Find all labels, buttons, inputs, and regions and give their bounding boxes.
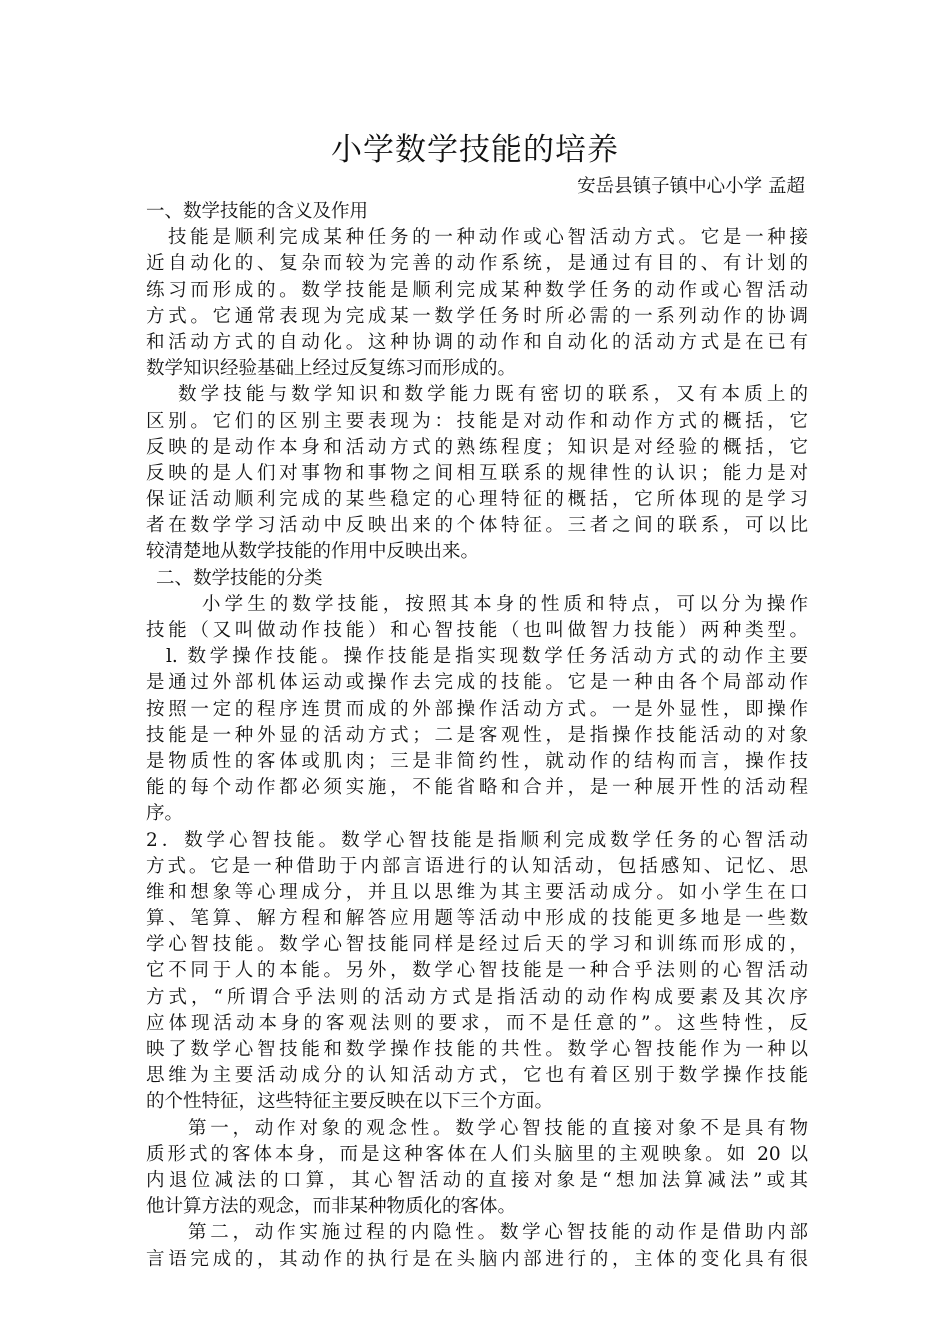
- text-line: 言语完成的，其动作的执行是在头脑内部进行的，主体的变化具有很: [146, 1248, 808, 1270]
- text-line: 映了数学心智技能和数学操作技能的共性。数学心智技能作为一种以: [146, 1039, 808, 1060]
- document-body: [146, 199, 808, 1273]
- text-line: 应体现活动本身的客观法则的要求，而不是任意的”。这些特性，反: [146, 1012, 808, 1034]
- text-line: 小学生的数学技能，按照其本身的性质和特点，可以分为操作: [202, 593, 808, 615]
- text-line: 的个性特征，这些特征主要反映在以下三个方面。: [146, 1091, 554, 1113]
- text-line: 序。: [146, 803, 184, 825]
- text-line: 练习而形成的。数学技能是顺利完成某种数学任务的动作或心智活动: [146, 279, 808, 301]
- text-line: 数学技能与数学知识和数学能力既有密切的联系，又有本质上的: [178, 384, 808, 406]
- text-line: 技能是一种外显的活动方式；二是客观性，是指操作技能活动的对象: [146, 724, 808, 746]
- text-line: 2．数学心智技能。数学心智技能是指顺利完成数学任务的心智活动: [146, 829, 808, 851]
- text-line: 者在数学学习活动中反映出来的个体特征。三者之间的联系，可以比: [146, 515, 808, 537]
- document-title: 小学数学技能的培养: [331, 132, 619, 168]
- text-line: 学心智技能。数学心智技能同样是经过后天的学习和训练而形成的，: [146, 934, 808, 956]
- text-line: 维和想象等心理成分，并且以思维为其主要活动成分。如小学生在口: [146, 881, 808, 903]
- text-line: 思维为主要活动成分的认知活动方式，它也有着区别于数学操作技能: [146, 1065, 808, 1087]
- text-line: 保证活动顺利完成的某些稳定的心理特征的概括，它所体现的是学习: [146, 489, 808, 511]
- text-line: 较清楚地从数学技能的作用中反映出来。: [146, 541, 480, 563]
- text-line: 方式，“所谓合乎法则的活动方式是指活动的动作构成要素及其次序: [146, 986, 808, 1008]
- text-line: 区别。它们的区别主要表现为：技能是对动作和动作方式的概括，它: [146, 410, 808, 432]
- text-line: 它不同于人的本能。另外，数学心智技能是一种合乎法则的心智活动: [146, 960, 808, 982]
- text-line: 内退位减法的口算，其心智活动的直接对象是“想加法算减法”或其: [146, 1169, 808, 1191]
- text-line: 他计算方法的观念，而非某种物质化的客体。: [146, 1196, 517, 1218]
- document-author: 安岳县镇子镇中心小学 孟超: [577, 176, 805, 197]
- text-line: 方式。它通常表现为完成某一数学任务时所必需的一系列动作的协调: [146, 305, 808, 327]
- text-line: 方式。它是一种借助于内部言语进行的认知活动，包括感知、记忆、思: [146, 855, 808, 877]
- text-line: 反映的是人们对事物和事物之间相互联系的规律性的认识；能力是对: [146, 462, 808, 484]
- text-line: 能的每个动作都必须实施，不能省略和合并，是一种展开性的活动程: [146, 777, 808, 799]
- text-line: 一、数学技能的含义及作用: [146, 201, 369, 222]
- text-line: 是通过外部机体运动或操作去完成的技能。它是一种由各个局部动作: [146, 672, 808, 694]
- text-line: 和活动方式的自动化。这种协调的动作和自动化的活动方式是在已有: [146, 331, 808, 353]
- text-line: l. 数学操作技能。操作技能是指实现数学任务活动方式的动作主要: [166, 646, 808, 668]
- text-line: 反映的是动作本身和活动方式的熟练程度；知识是对经验的概括，它: [146, 436, 808, 458]
- text-line: 质形式的客体本身，而是这种客体在人们头脑里的主观映象。如 20 以: [146, 1143, 808, 1165]
- text-line: 按照一定的程序连贯而成的外部操作活动方式。一是外显性，即操作: [146, 698, 808, 720]
- text-line: 数学知识经验基础上经过反复练习而形成的。: [146, 358, 517, 380]
- text-line: 二、数学技能的分类: [156, 567, 323, 589]
- text-line: 技能（又叫做动作技能）和心智技能（也叫做智力技能）两种类型。: [146, 620, 808, 641]
- text-line: 第二，动作实施过程的内隐性。数学心智技能的动作是借助内部: [188, 1222, 808, 1244]
- text-line: 算、笔算、解方程和解答应用题等活动中形成的技能更多地是一些数: [146, 908, 808, 930]
- text-line: 是物质性的客体或肌肉；三是非简约性，就动作的结构而言，操作技: [146, 750, 808, 772]
- text-line: 第一，动作对象的观念性。数学心智技能的直接对象不是具有物: [188, 1117, 808, 1139]
- text-line: 近自动化的、复杂而较为完善的动作系统，是通过有目的、有计划的: [146, 253, 808, 275]
- text-line: 技能是顺利完成某种任务的一种动作或心智活动方式。它是一种接: [168, 227, 808, 249]
